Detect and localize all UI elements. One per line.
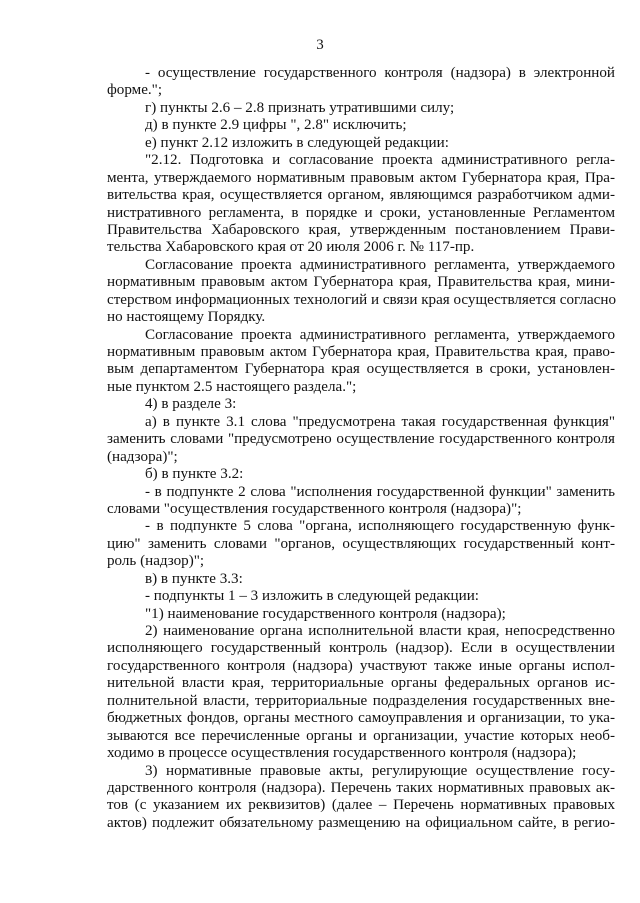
document-body (107, 65, 615, 832)
text-line: вительства края, осуществляется органом, являющимся разработчиком адми- (107, 187, 615, 204)
text-line: тельства Хабаровского края от 20 июля 2006 г. № 117-пр. (107, 239, 475, 256)
text-line: ходимо в процессе осуществления государственного контроля (надзора); (107, 745, 577, 762)
text-line: Согласование проекта административного регламента, утверждаемого (145, 326, 615, 343)
text-line: цию" заменить словами "органов, осуществляющих государственный конт- (107, 535, 615, 552)
text-line: актов) подлежит обязательному размещению на официальном сайте, в регио- (107, 814, 615, 831)
text-line: тов (с указанием их реквизитов) (далее – Перечень нормативных правовых (107, 797, 615, 814)
text-line: (надзора)"; (107, 448, 178, 465)
text-line: нительной власти края, территориальные органы федеральных органов ис- (107, 675, 615, 692)
text-line: г) пункты 2.6 – 2.8 признать утратившими силу; (145, 99, 455, 116)
text-line: бюджетных фондов, органы местного самоуправления и организации, то ука- (107, 710, 615, 727)
text-line: в) в пункте 3.3: (145, 570, 243, 587)
text-line: б) в пункте 3.2: (145, 466, 244, 483)
text-line: зываются все перечисленные органы и организации, участие которых необ- (107, 727, 615, 744)
text-line: нормативным правовым актом Губернатора края, Правительства края, право- (107, 344, 615, 360)
text-line: исполняющего государственный контроль (надзор). Если в осуществлении (107, 640, 615, 657)
text-line: государственного контроля (надзора) участвуют также иные органы испол- (107, 657, 615, 674)
text-line: полнительной власти, территориальные подразделения государственных вне- (107, 692, 615, 709)
text-line: мента, утверждаемого нормативным правовым актом Губернатора края, Пра- (107, 169, 615, 186)
text-line: роль (надзор)"; (107, 553, 205, 570)
text-line: а) в пункте 3.1 слова "предусмотрена такая государственная функция" (145, 413, 615, 430)
text-line: - осуществление государственного контроля (надзора) в электронной (145, 65, 615, 81)
text-line: нормативным правовым актом Губернатора края, Правительства края, мини- (107, 274, 615, 291)
text-line: 4) в разделе 3: (145, 396, 237, 413)
text-line: но настоящему Порядку. (107, 309, 266, 326)
text-line: 3) нормативные правовые акты, регулирующие осуществление госу- (145, 762, 615, 779)
text-line: словами "осуществления государственного контроля (надзора)"; (107, 500, 522, 517)
text-line: вым департаментом Губернатора края осуществляется в сроки, установлен- (107, 361, 615, 378)
text-line: е) пункт 2.12 изложить в следующей редакции: (145, 134, 449, 151)
text-line: д) в пункте 2.9 цифры ", 2.8" исключить; (145, 117, 407, 134)
text-line: "1) наименование государственного контроля (надзора); (145, 605, 506, 622)
text-line: форме."; (107, 82, 163, 99)
text-line: - в подпункте 5 слова "органа, исполняющего государственную функ- (145, 518, 615, 535)
text-line: - в подпункте 2 слова "исполнения государственной функции" заменить (145, 483, 615, 500)
text-line: дарственного контроля (надзора). Перечень таких нормативных правовых ак- (107, 779, 615, 796)
text-line: "2.12. Подготовка и согласование проекта административного регла- (145, 152, 615, 169)
text-line: заменить словами "предусмотрено осуществление государственного контроля (107, 431, 615, 448)
text-line: нистративного регламента, в порядке и сроки, установленные Регламентом (107, 204, 615, 221)
text-line: Согласование проекта административного регламента, утверждаемого (145, 256, 615, 273)
text-line: ные пунктом 2.5 настоящего раздела."; (107, 378, 357, 395)
text-line: - подпункты 1 – 3 изложить в следующей редакции: (145, 588, 479, 605)
text-line: стерством информационных технологий и связи края осуществляется согласно (107, 291, 616, 308)
page-number: 3 (316, 37, 324, 53)
text-line: Правительства Хабаровского края, утвержденным постановлением Прави- (107, 221, 615, 238)
text-line: 2) наименование органа исполнительной власти края, непосредственно (145, 623, 615, 639)
